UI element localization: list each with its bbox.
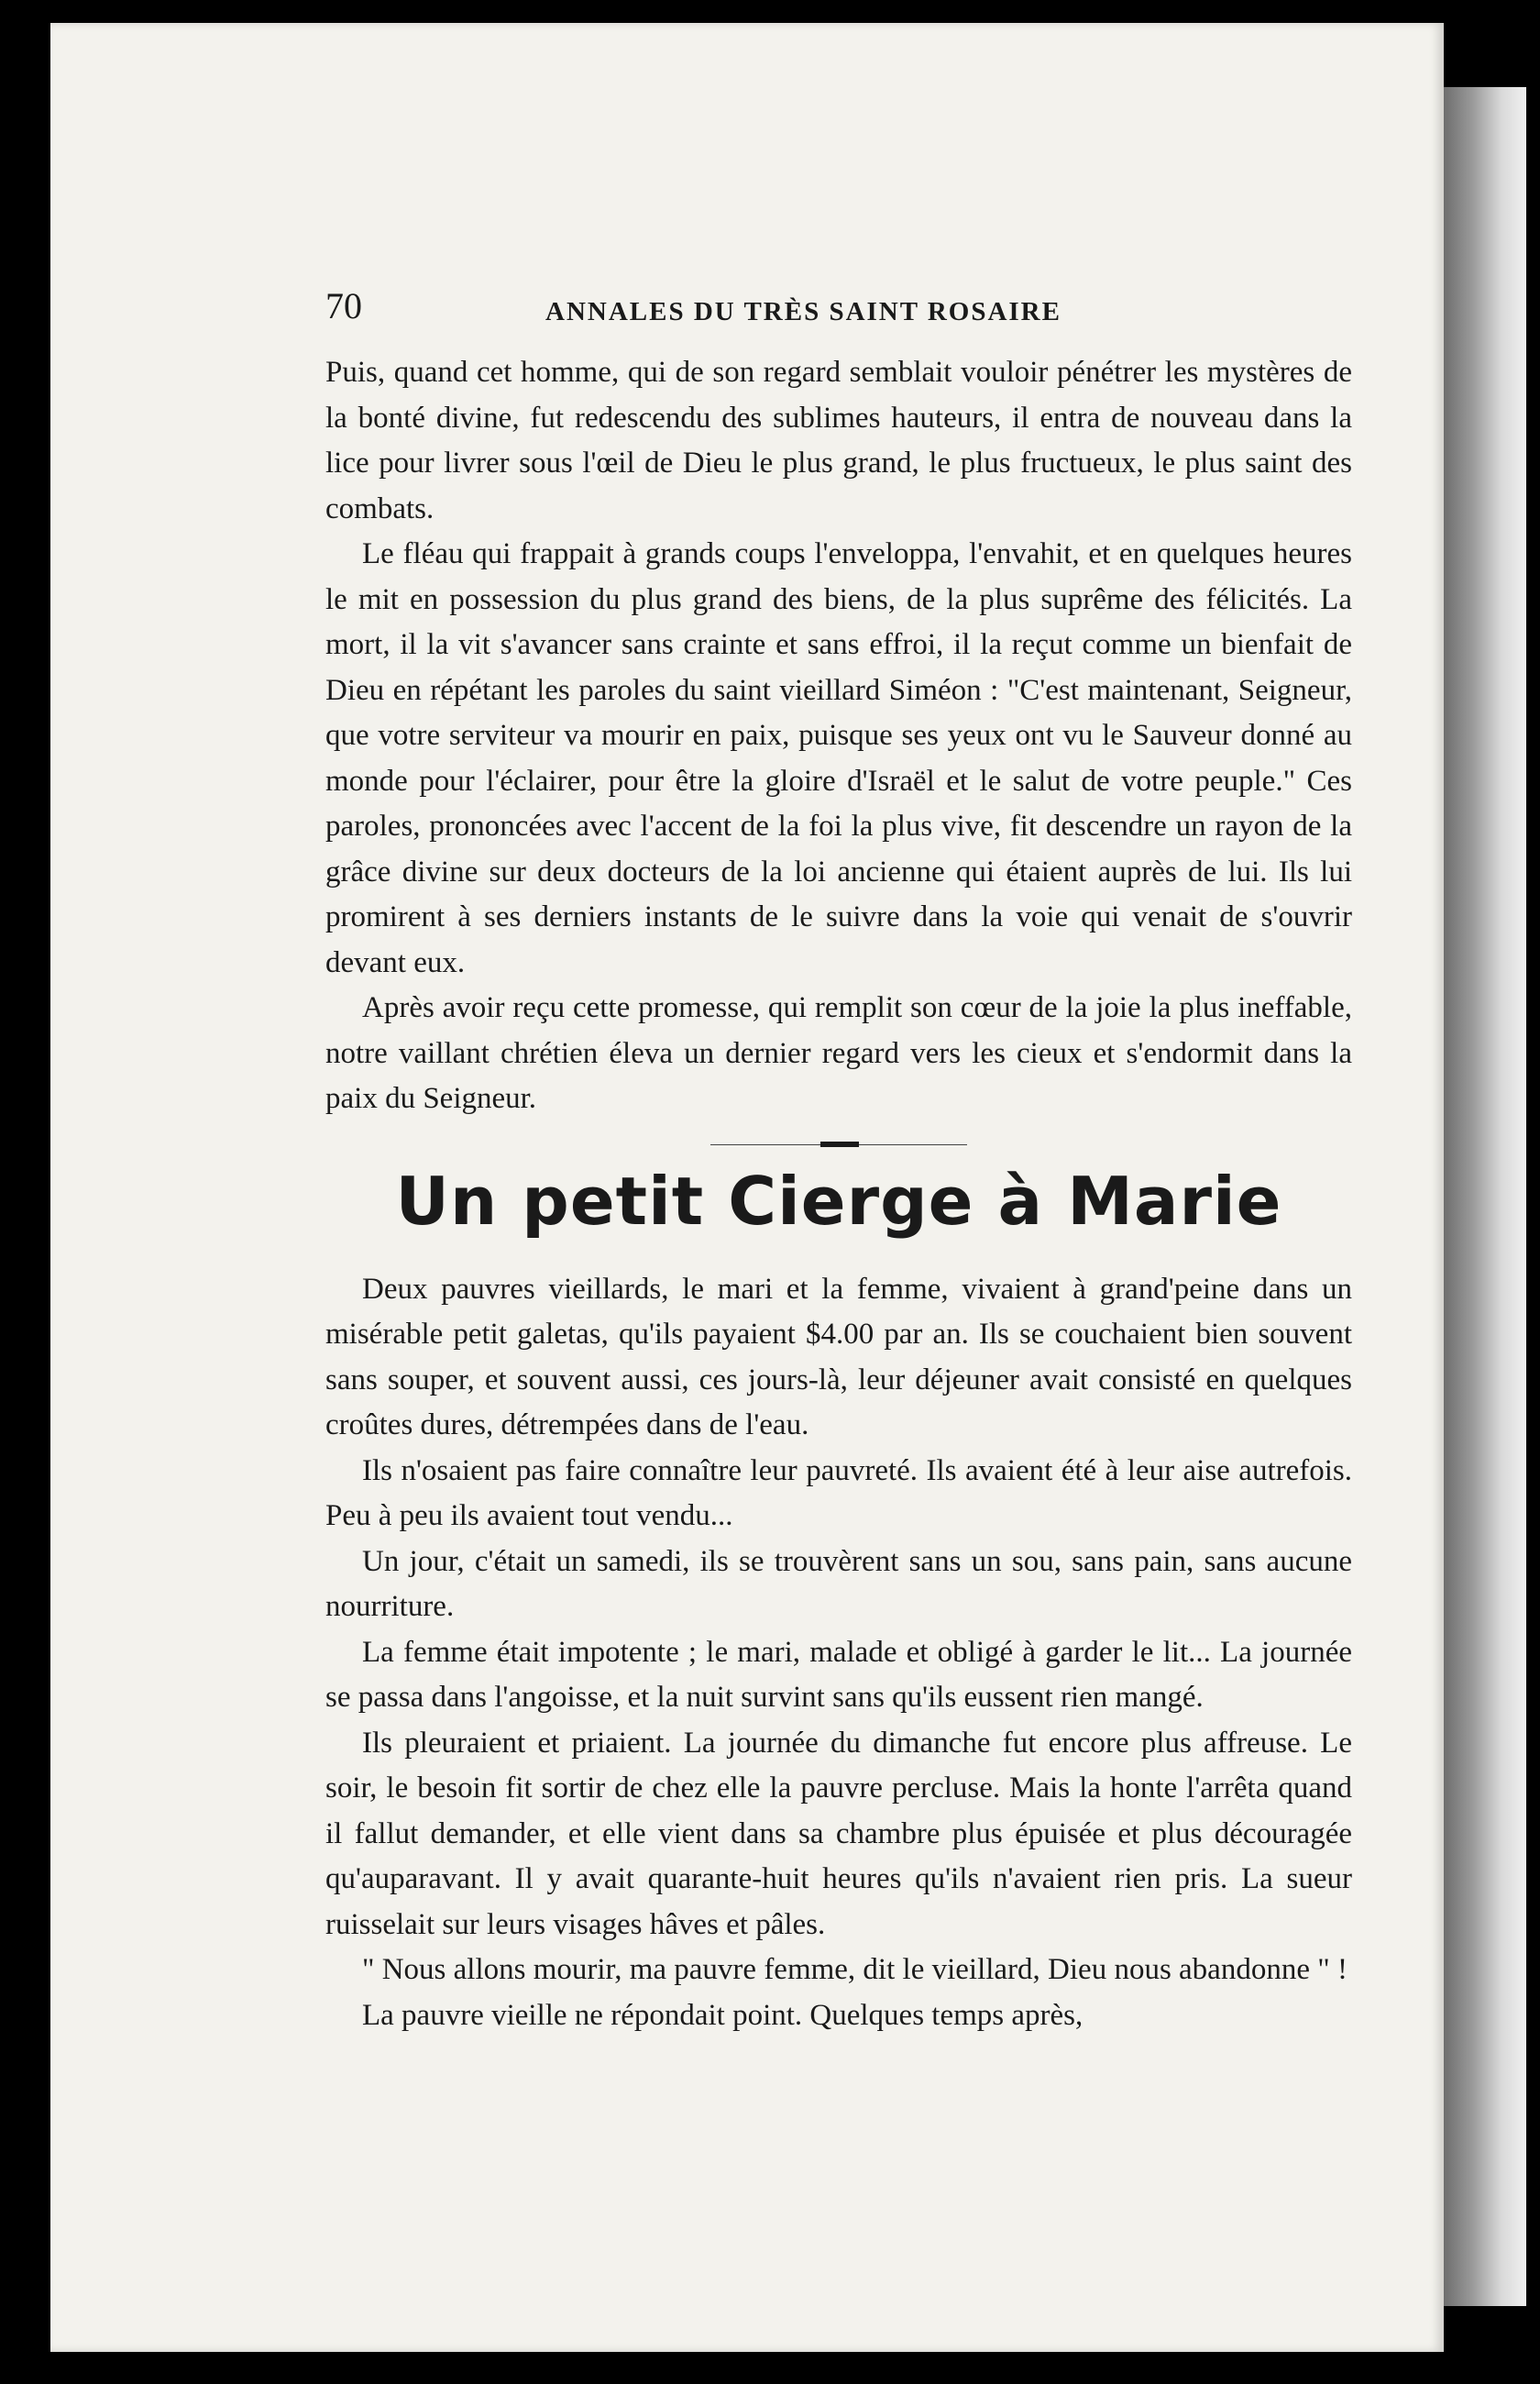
previous-article-text (325, 350, 1352, 1122)
paragraph: Deux pauvres vieillards, le mari et la femme, vivaient à grand'peine dans un misérable petit galetas, qu'ils payaient $4.00 par an. Ils se couchaient bien souvent sans souper, et souvent aussi, ces jours-là, leur déjeuner avait consisté en quelques croûtes dures, détrempées dans de l'eau. (325, 1272, 1352, 1441)
paragraph: Ils pleuraient et priaient. La journée du dimanche fut encore plus affreuse. Le soir, le besoin fit sortir de chez elle la pauvre percluse. Mais la honte l'arrêta quand il fallut demander, et elle vient dans sa chambre plus épuisée et plus découragée qu'auparavant. Il y avait quarante-huit heures qu'ils n'avaient rien pris. La sueur ruisselait sur leurs visages hâves et pâles. (325, 1726, 1352, 1941)
page-number: 70 (325, 285, 362, 326)
paragraph: Puis, quand cet homme, qui de son regard semblait vouloir pénétrer les mystères de la bonté divine, fut redescendu des sublimes hauteurs, il entra de nouveau dans la lice pour livrer sous l'œil de Dieu le plus grand, le plus fructueux, le plus saint des combats. (325, 356, 1352, 525)
paragraph: Ils n'osaient pas faire connaître leur pauvreté. Ils avaient été à leur aise autrefois. Peu à peu ils avaient tout vendu... (325, 1453, 1352, 1532)
paragraph: La pauvre vieille ne répondait point. Quelques temps après, (362, 1998, 1084, 2032)
page-edge-shadow (1444, 87, 1526, 2306)
divider-mark (820, 1142, 859, 1147)
article-body (325, 1267, 1352, 2039)
paragraph: La femme était impotente ; le mari, malade et obligé à garder le lit... La journée se passa dans l'angoisse, et la nuit survint sans qu'ils eussent rien mangé. (325, 1635, 1352, 1714)
paragraph: " Nous allons mourir, ma pauvre femme, dit le vieillard, Dieu nous abandonne " ! (362, 1953, 1348, 1986)
paragraph: Un jour, c'était un samedi, ils se trouvèrent sans un sou, sans pain, sans aucune nourriture. (325, 1544, 1352, 1623)
paragraph: Le fléau qui frappait à grands coups l'enveloppa, l'envahit, et en quelques heures le mit en possession du plus grand des biens, de la plus suprême des félicités. La mort, il la vit s'avancer sans crainte et sans effroi, il la reçut comme un bienfait de Dieu en répétant les paroles du saint vieillard Siméon : "C'est maintenant, Seigneur, que votre serviteur va mourir en paix, puisque ses yeux ont vu le Sauveur donné au monde pour l'éclairer, pour être la gloire d'Israël et le salut de votre peuple." Ces paroles, prononcées avec l'accent de la foi la plus vive, fit descendre un rayon de la grâce divine sur deux docteurs de la loi ancienne qui étaient auprès de lui. Ils lui promirent à ses derniers instants de le suivre dans la voie qui venait de s'ouvrir devant eux. (325, 537, 1352, 979)
running-header (325, 284, 1352, 339)
journal-title: ANNALES DU TRÈS SAINT ROSAIRE (545, 297, 1062, 326)
paragraph: Après avoir reçu cette promesse, qui remplit son cœur de la joie la plus ineffable, notre vaillant chrétien éleva un dernier regard vers les cieux et s'endormit dans la paix du Seigneur. (325, 991, 1352, 1115)
section-divider (710, 1139, 967, 1150)
text-block (325, 284, 1352, 2038)
article-title: Un petit Cierge à Marie (395, 1162, 1282, 1240)
